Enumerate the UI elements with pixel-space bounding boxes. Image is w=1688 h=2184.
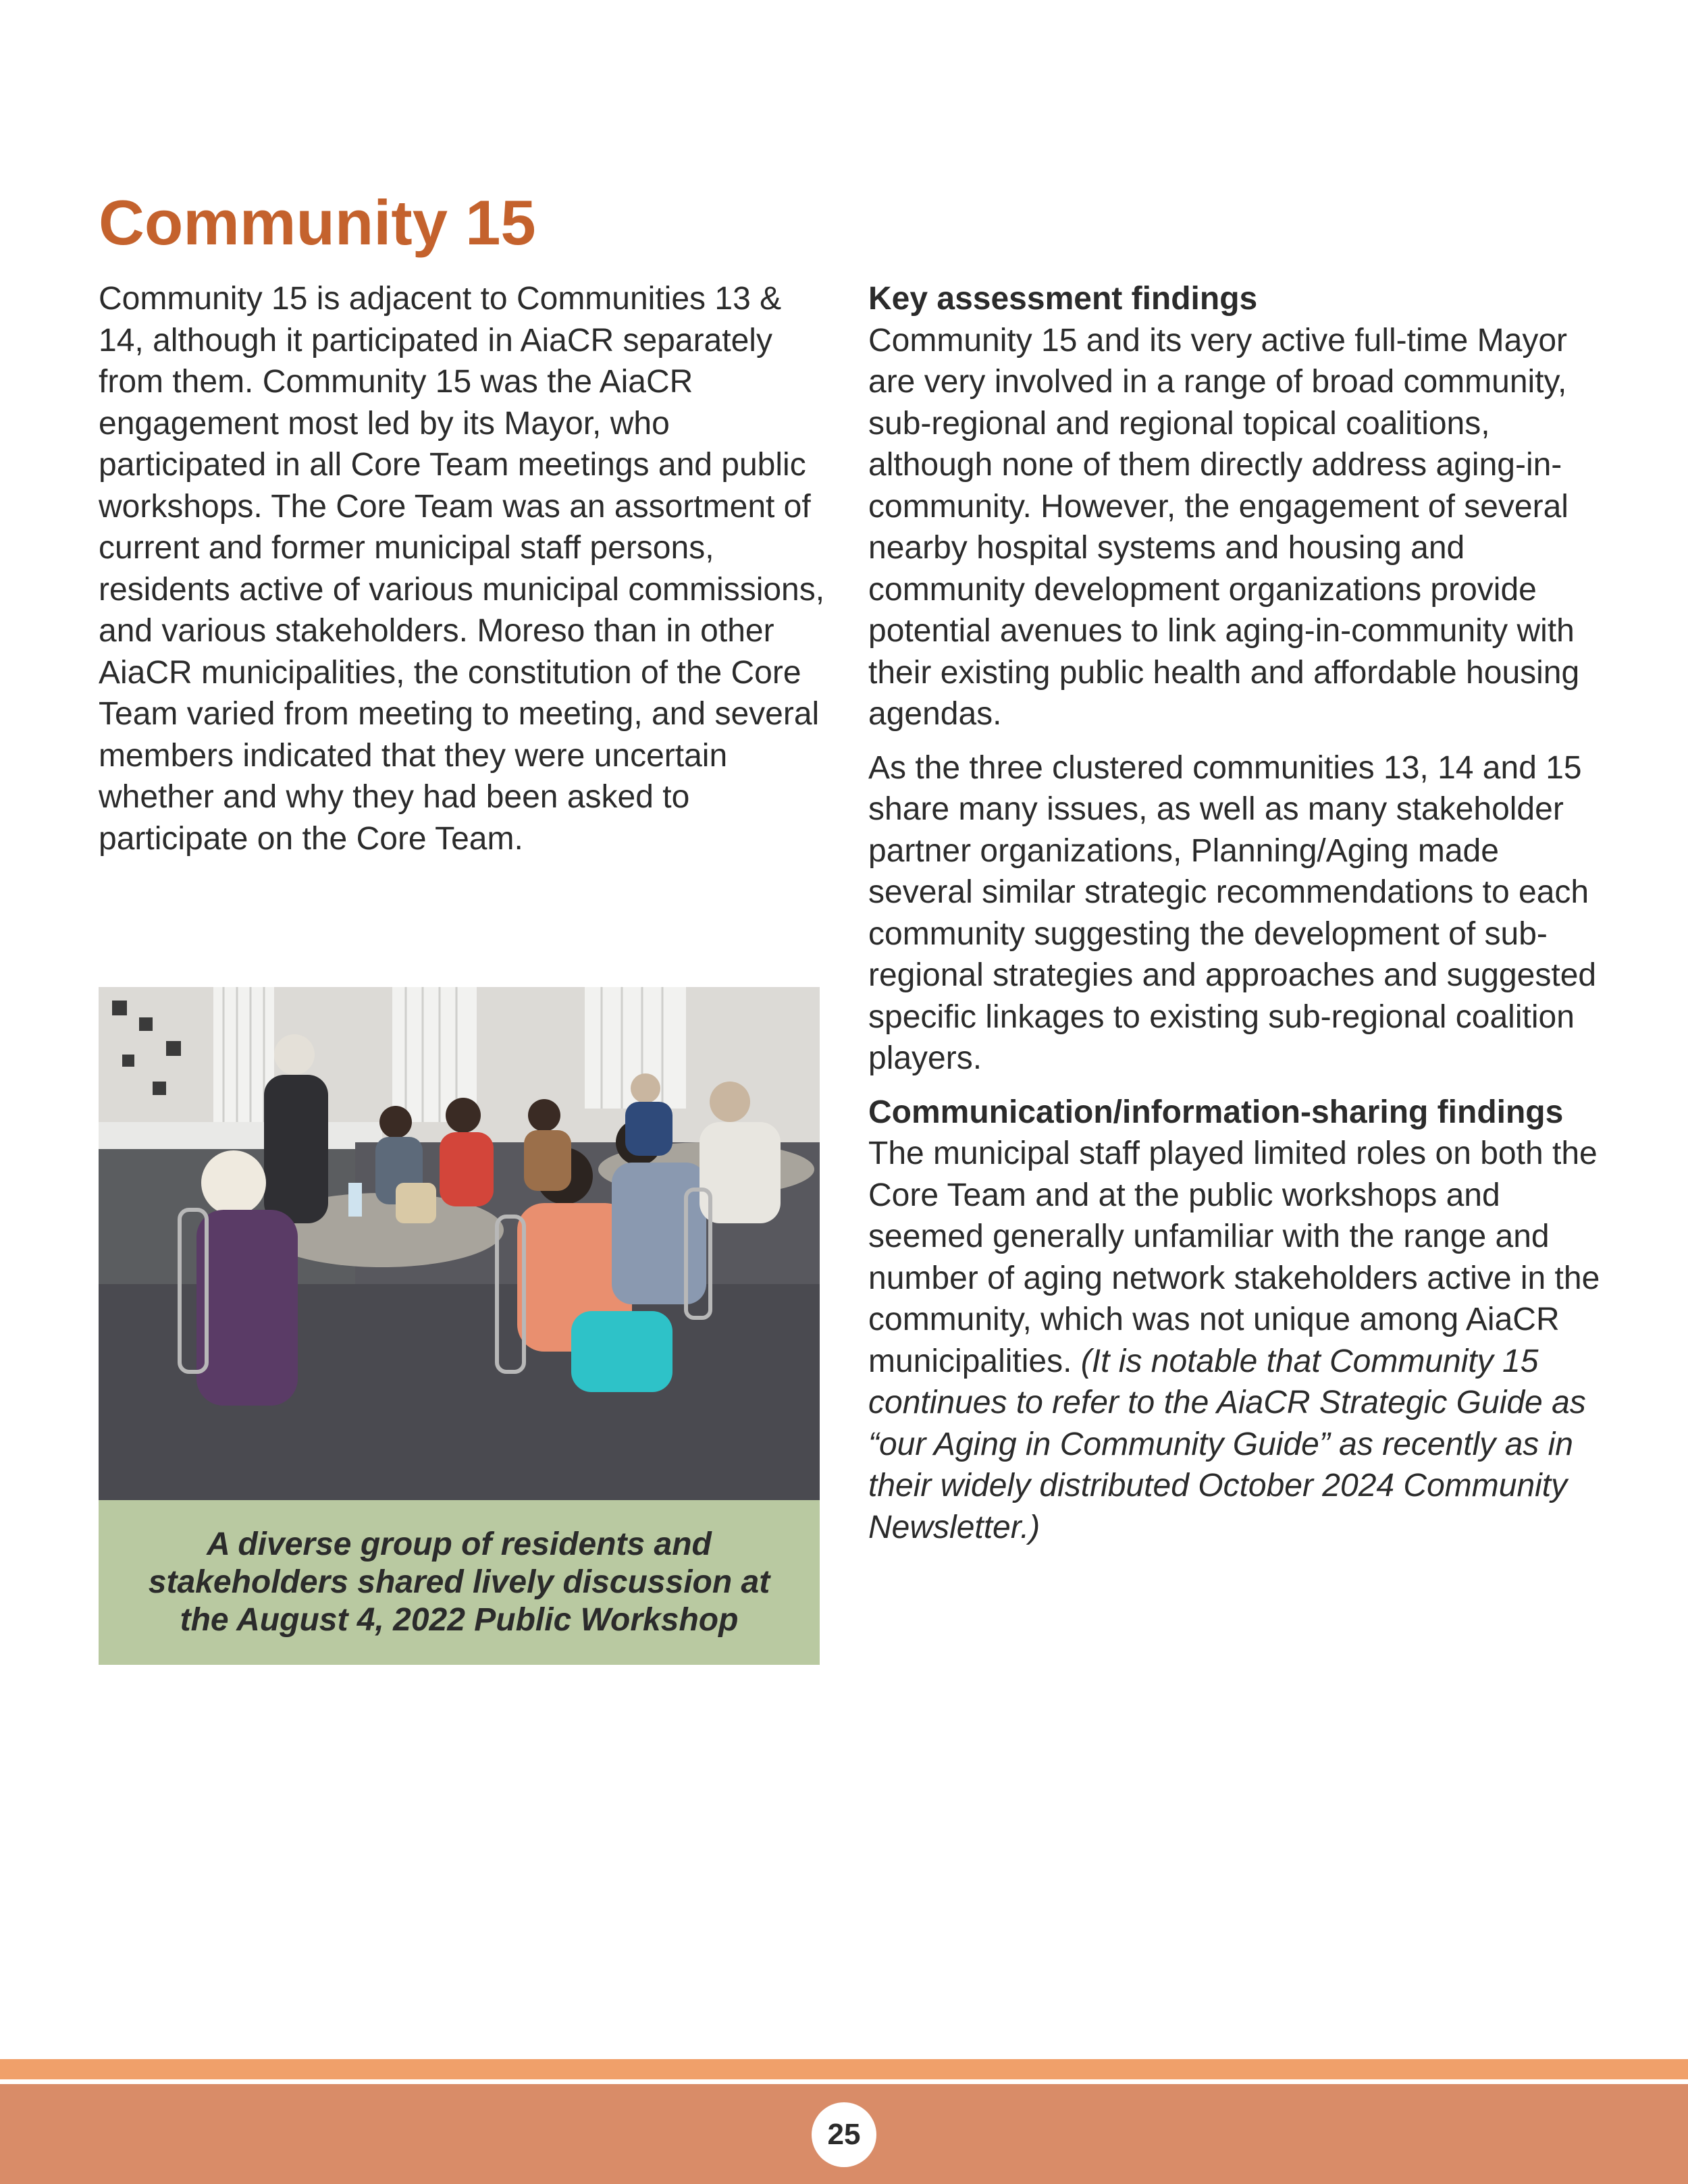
workshop-photo — [99, 987, 820, 1500]
communication-heading: Communication/information-sharing findings — [868, 1094, 1564, 1130]
communication-block — [868, 1092, 1604, 1549]
communication-note: (It is notable that Community 15 continues to refer to the AiaCR Strategic Guide as “our Aging in Community Guide” as recently as in their widely distributed October 2024 Community Newsletter.) — [868, 1343, 1586, 1545]
communication-text: The municipal staff played limited roles on both the Core Team and at the public workshops and seemed generally unfamiliar with the range and number of aging network stakeholders active in the community, which was not unique among AiaCR municipalities. — [868, 1136, 1600, 1379]
footer-stripe-light — [0, 2059, 1688, 2079]
key-findings-text: Community 15 and its very active full-time Mayor are very involved in a range of broad community, sub-regional and regional topical coalitions, although none of them directly address aging-in-community. However, the engagement of several nearby hospital systems and housing and community development organizations provide potential avenues to link aging-in-community with their existing public health and affordable housing agendas. — [868, 322, 1580, 732]
right-column — [868, 278, 1604, 1560]
cluster-paragraph: As the three clustered communities 13, 14 and 15 share many issues, as well as many stakeholder partner organizations, Planning/Aging made several similar strategic recommendations to each community suggesting the development of sub-regional strategies and approaches and suggested specific linkages to existing sub-regional coalition players. — [868, 749, 1597, 1076]
photo-caption: A diverse group of residents and stakeholders shared lively discussion at the August 4, 2022 Public Workshop — [99, 1500, 820, 1665]
left-column — [99, 278, 835, 872]
page-title: Community 15 — [99, 187, 536, 258]
page-number: 25 — [812, 2102, 876, 2167]
intro-paragraph: Community 15 is adjacent to Communities 13 & 14, although it participated in AiaCR separately from them. Community 15 was the AiaCR engagement most led by its Mayor, who participated in all Core Team meetings and public workshops. The Core Team was an assortment of current and former municipal staff persons, residents active of various municipal commissions, and various stakeholders. Moreso than in other AiaCR municipalities, the constitution of the Core Team varied from meeting to meeting, and several members indicated that they were uncertain whether and why they had been asked to participate on the Core Team. — [99, 281, 825, 857]
key-findings-heading: Key assessment findings — [868, 281, 1258, 317]
key-findings-block — [868, 278, 1604, 735]
